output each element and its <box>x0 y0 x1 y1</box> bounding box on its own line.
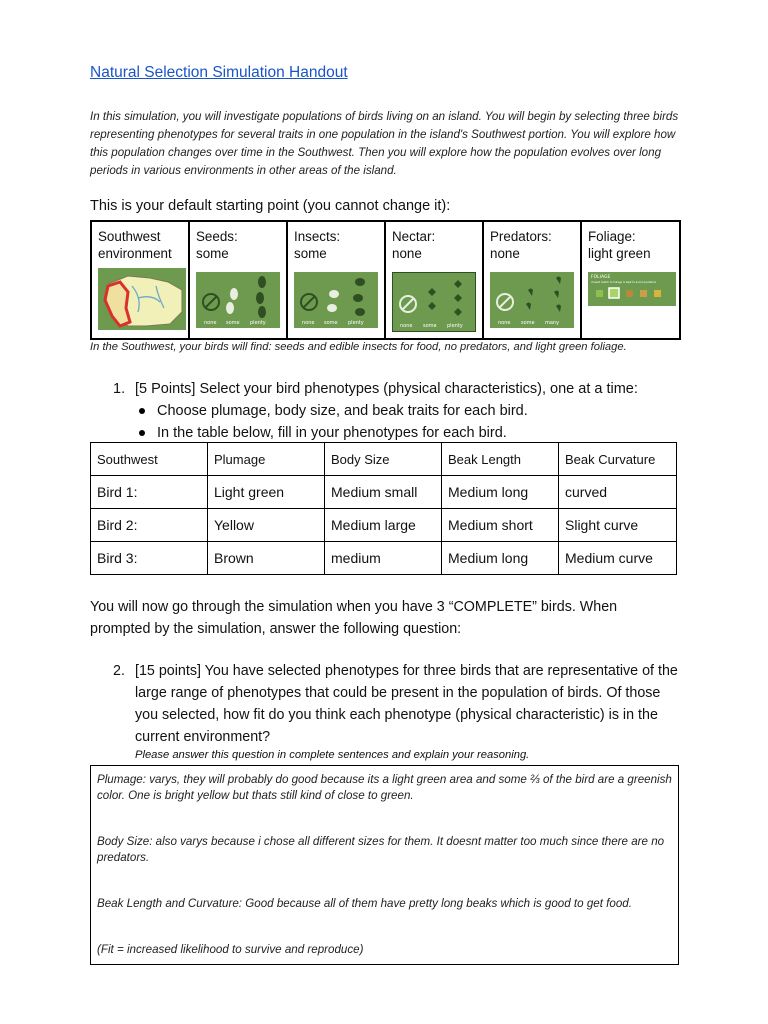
table-header-row <box>91 443 677 476</box>
env-label: Nectar: <box>392 229 436 244</box>
foliage-legend-title: FOLIAGE <box>591 275 611 280</box>
seeds-level-image <box>196 272 280 328</box>
table-cell[interactable]: curved <box>559 476 677 509</box>
predators-level-image <box>490 272 574 328</box>
question-2 <box>113 660 683 762</box>
level-label: none <box>204 320 217 326</box>
answer-beak: Beak Length and Curvature: Good because all of them have pretty long beaks which is good to get food. <box>97 897 632 910</box>
level-label: none <box>498 320 511 326</box>
answer-fit-note: (Fit = increased likelihood to survive and reproduce) <box>97 943 364 956</box>
question-text: [15 points] You have selected phenotypes for three birds that are representative of the large range of phenotypes that could be present in the population of birds. Of those you selected, how fit do you think each phenotype (physical characteristic) is in the current environment? <box>135 663 678 745</box>
question-number: 1. <box>113 381 126 397</box>
env-cell-nectar <box>385 221 483 339</box>
env-label: Insects: <box>294 229 341 244</box>
env-value: none <box>490 246 520 261</box>
level-label: some <box>521 320 535 326</box>
table-cell[interactable]: medium <box>325 542 442 575</box>
table-cell[interactable]: Light green <box>208 476 325 509</box>
table-cell[interactable]: Medium large <box>325 509 442 542</box>
table-header-cell: Body Size <box>325 443 442 476</box>
foliage-legend-text: closest match to foliage is best to avoid predators <box>591 281 657 284</box>
table-header-cell: Plumage <box>208 443 325 476</box>
environment-caption: In the Southwest, your birds will find: seeds and edible insects for food, no predators, and light green foliage. <box>90 341 627 353</box>
env-cell-predators <box>483 221 581 339</box>
default-starting-point-label: This is your default starting point (you cannot change it): <box>90 198 451 214</box>
answer-body-size: Body Size: also varys because i chose all different sizes for them. It doesnt matter too much since there are no predators. <box>97 835 665 864</box>
env-cell-insects <box>287 221 385 339</box>
environment-table <box>90 220 681 340</box>
level-label: many <box>545 320 560 326</box>
level-label: some <box>423 323 437 329</box>
level-label: none <box>400 323 413 329</box>
question-1 <box>113 378 638 444</box>
table-cell[interactable]: Medium long <box>442 476 559 509</box>
table-cell[interactable]: Slight curve <box>559 509 677 542</box>
page-title[interactable]: Natural Selection Simulation Handout <box>90 64 348 81</box>
level-label: none <box>302 320 315 326</box>
table-cell[interactable]: Yellow <box>208 509 325 542</box>
intro-paragraph: In this simulation, you will investigate populations of birds living on an island. You will begin by selecting three birds representing phenotypes for several traits in one population in the island's Southwest portion. You will explore how this population changes over time in the Southwest. Then you will explore how the population evolves over long periods in various environments in other areas of the island. <box>90 110 679 177</box>
env-label: Seeds: <box>196 229 238 244</box>
env-value: light green <box>588 246 651 261</box>
bullet-list <box>113 400 638 444</box>
table-row <box>91 476 677 509</box>
foliage-legend-image <box>588 272 676 306</box>
bird-phenotypes-table <box>90 442 677 575</box>
level-label: some <box>226 320 240 326</box>
table-cell: Bird 3: <box>91 542 208 575</box>
instructions-paragraph: You will now go through the simulation when you have 3 “COMPLETE” birds. When prompted by the simulation, answer the following question: <box>90 599 618 637</box>
southwest-map-image <box>98 268 186 330</box>
table-header-cell: Beak Curvature <box>559 443 677 476</box>
table-cell[interactable]: Medium curve <box>559 542 677 575</box>
question-note: Please answer this question in complete sentences and explain your reasoning. <box>135 749 530 761</box>
level-label: plenty <box>348 320 364 326</box>
env-cell-southwest <box>91 221 189 339</box>
env-label: Southwest <box>98 229 161 244</box>
env-value: environment <box>98 246 172 261</box>
question-number: 2. <box>113 663 125 679</box>
answer-plumage: Plumage: varys, they will probably do good because its a light green area and some ⅔ of the bird are a greenish color. One is bright yellow but thats still kind of close to green. <box>97 773 672 802</box>
table-cell: Bird 2: <box>91 509 208 542</box>
bullet-item: Choose plumage, body size, and beak traits for each bird. <box>135 400 638 422</box>
env-cell-foliage <box>581 221 680 339</box>
table-cell[interactable]: Medium small <box>325 476 442 509</box>
env-label: Foliage: <box>588 229 636 244</box>
table-cell: Bird 1: <box>91 476 208 509</box>
table-header-cell: Beak Length <box>442 443 559 476</box>
table-row <box>91 542 677 575</box>
nectar-level-image <box>392 272 476 332</box>
level-label: plenty <box>447 323 463 329</box>
table-cell[interactable]: Medium long <box>442 542 559 575</box>
table-cell[interactable]: Brown <box>208 542 325 575</box>
answer-box[interactable] <box>90 765 679 965</box>
env-cell-seeds <box>189 221 287 339</box>
table-header-cell: Southwest <box>91 443 208 476</box>
question-text: [5 Points] Select your bird phenotypes (physical characteristics), one at a time: <box>135 381 638 397</box>
table-row <box>91 509 677 542</box>
level-label: some <box>324 320 338 326</box>
env-label: Predators: <box>490 229 552 244</box>
env-value: some <box>196 246 229 261</box>
level-label: plenty <box>250 320 266 326</box>
insects-level-image <box>294 272 378 328</box>
env-value: some <box>294 246 327 261</box>
env-value: none <box>392 246 422 261</box>
bullet-item: In the table below, fill in your phenotypes for each bird. <box>135 422 638 444</box>
table-cell[interactable]: Medium short <box>442 509 559 542</box>
